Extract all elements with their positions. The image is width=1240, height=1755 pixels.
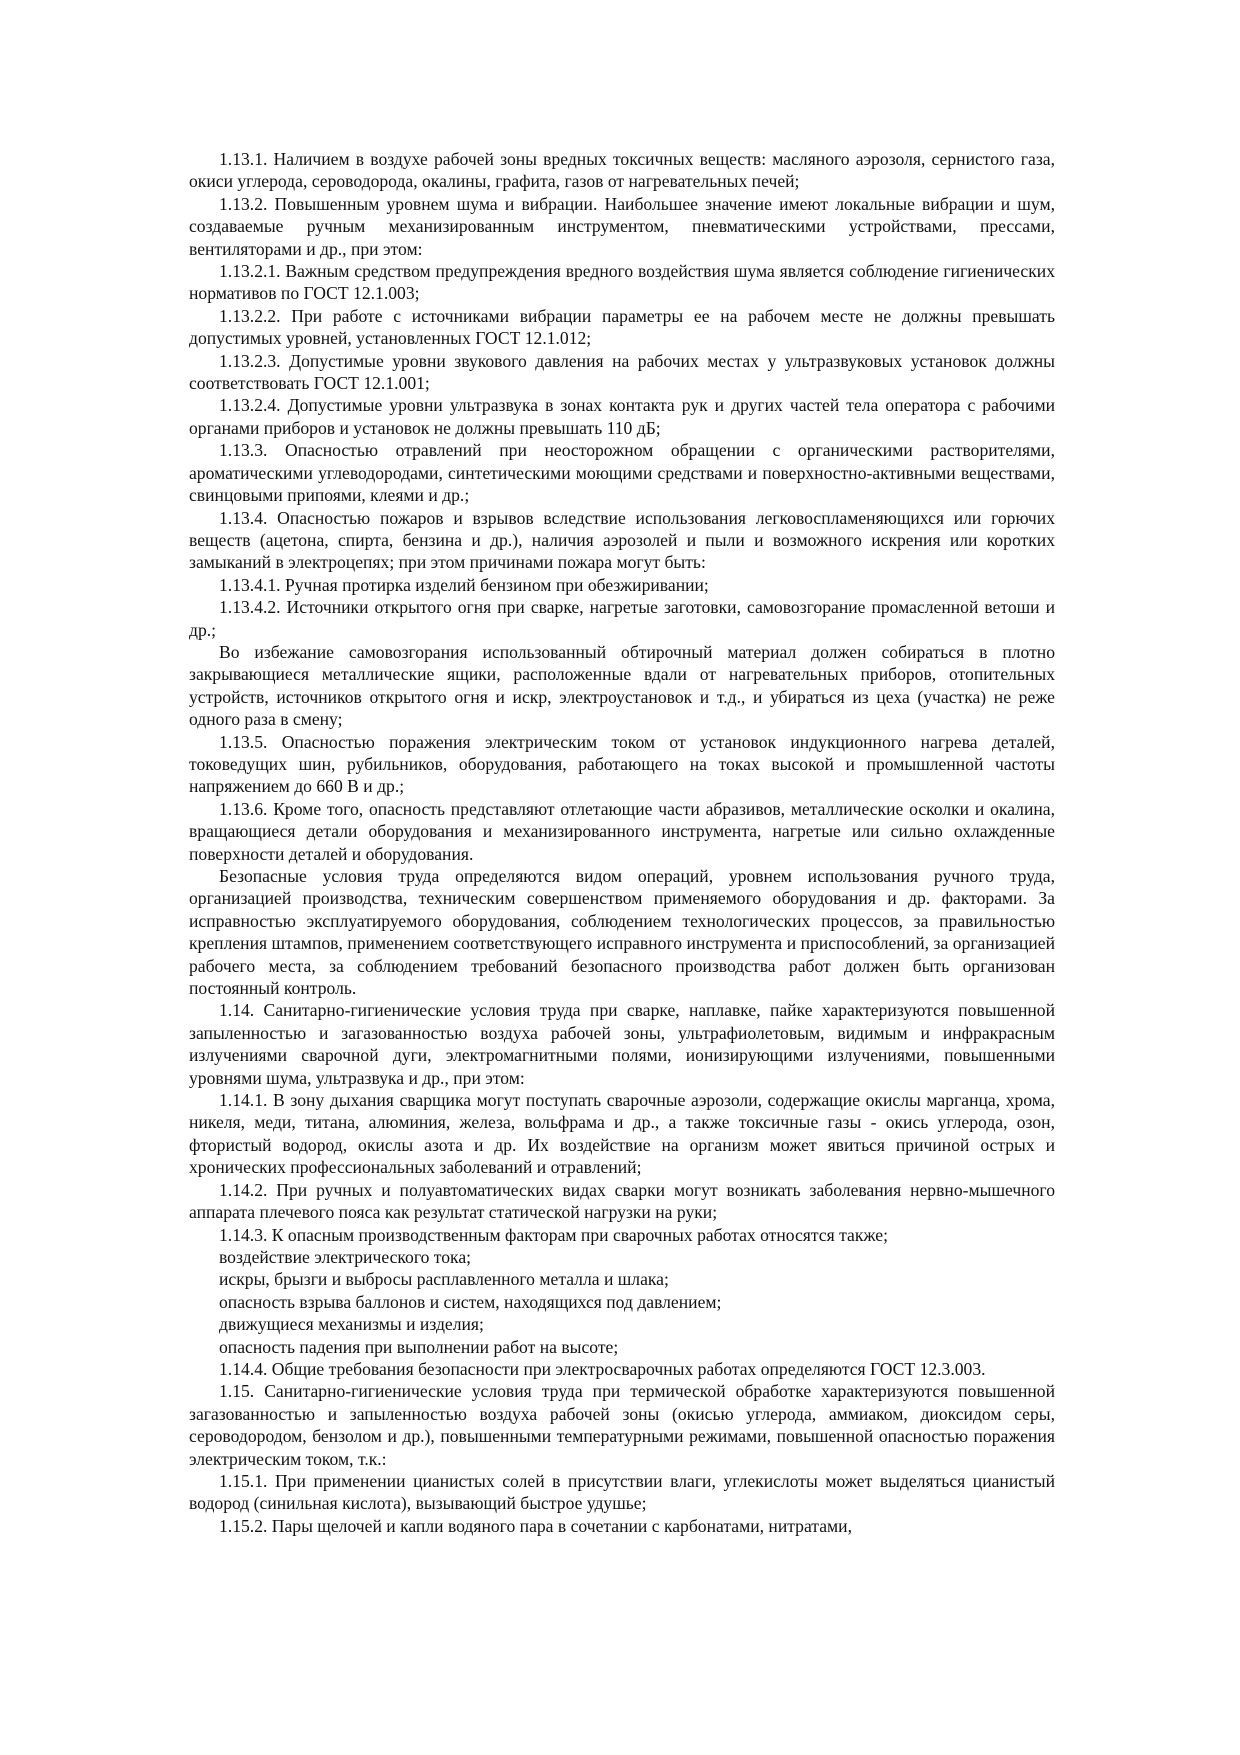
- list-item-sparks: искры, брызги и выбросы расплавленного металла и шлака;: [219, 1269, 669, 1290]
- paragraph-1-13-2: 1.13.2. Повышенным уровнем шума и вибрации. Наибольшее значение имеют локальные вибрации и шум, создаваемые ручным механизированным инструментом, пневматическими устройствами, прессами, вентиляторами и др., при этом:: [189, 193, 1055, 259]
- paragraph-1-13-6: 1.13.6. Кроме того, опасность представляют отлетающие части абразивов, металлические осколки и окалина, вращающиеся детали оборудования и механизированного инструмента, нагретые или сильно охлажденные поверхности деталей и оборудования.: [189, 798, 1055, 864]
- paragraph-1-14-4: 1.14.4. Общие требования безопасности при электросварочных работах определяются ГОСТ 12.3.003.: [219, 1358, 986, 1379]
- list-item-electric-current: воздействие электрического тока;: [219, 1246, 472, 1267]
- list-item-cylinder-explosion: опасность взрыва баллонов и систем, находящихся под давлением;: [219, 1291, 722, 1312]
- paragraph-1-13-4-2: 1.13.4.2. Источники открытого огня при сварке, нагретые заготовки, самовозгорание промасленной ветоши и др.;: [189, 597, 1055, 640]
- paragraph-self-ignition-note: Во избежание самовозгорания использованный обтирочный материал должен собираться в плотно закрывающиеся металлические ящики, расположенные вдали от нагревательных приборов, отопительных устройств, источников открытого огня и искр, электроустановок и т.д., и убираться из цеха (участка) не реже одного раза в смену;: [189, 641, 1055, 730]
- paragraph-1-15-1: 1.15.1. При применении цианистых солей в присутствии влаги, углекислоты может выделяться цианистый водород (синильная кислота), вызывающий быстрое удушье;: [189, 1470, 1055, 1514]
- paragraph-1-13-3: 1.13.3. Опасностью отравлений при неосторожном обращении с органическими растворителями, ароматическими углеводородами, синтетическими моющими средствами и поверхностно-активными веществами, свинцовыми припоями, клеями и др.;: [189, 440, 1055, 506]
- paragraph-safe-conditions: Безопасные условия труда определяются видом операций, уровнем использования ручного труда, организацией производства, техническим совершенством применяемого оборудования и др. факторами. За исправностью эксплуатируемого оборудования, соблюдением технологических процессов, за правильностью крепления штампов, применением соответствующего исправного инструмента и приспособлений, за организацией рабочего места, за соблюдением требований безопасного производства работ должен быть организован постоянный контроль.: [189, 866, 1055, 999]
- paragraph-1-15-2: 1.15.2. Пары щелочей и капли водяного пара в сочетании с карбонатами, нитратами,: [219, 1515, 852, 1536]
- list-item-moving-mechanisms: движущиеся механизмы и изделия;: [219, 1314, 484, 1335]
- paragraph-1-13-2-1: 1.13.2.1. Важным средством предупреждения вредного воздействия шума является соблюдение гигиенических нормативов по ГОСТ 12.1.003;: [189, 261, 1055, 304]
- paragraph-1-15: 1.15. Санитарно-гигиенические условия труда при термической обработке характеризуются повышенной загазованностью и запыленностью воздуха рабочей зоны (окисью углерода, аммиаком, диоксидом серы, сероводородом, бензолом и др.), повышенными температурными режимами, повышенной опасностью поражения электрическим током, т.к.:: [189, 1381, 1055, 1469]
- paragraph-1-13-2-2: 1.13.2.2. При работе с источниками вибрации параметры ее на рабочем месте не должны превышать допустимых уровней, установленных ГОСТ 12.1.012;: [189, 305, 1055, 349]
- paragraph-1-13-5: 1.13.5. Опасностью поражения электрическим током от установок индукционного нагрева деталей, токоведущих шин, рубильников, оборудования, работающего на токах высокой и промышленной частоты напряжением до 660 В и др.;: [189, 731, 1055, 797]
- paragraph-1-14-1: 1.14.1. В зону дыхания сварщика могут поступать сварочные аэрозоли, содержащие окислы марганца, хрома, никеля, меди, титана, алюминия, железа, вольфрама и др., а также токсичные газы - окись углерода, озон, фтористый водород, окислы азота и др. Их воздействие на организм может явиться причиной острых и хронических профессиональных заболеваний и отравлений;: [189, 1090, 1055, 1178]
- paragraph-1-13-2-3: 1.13.2.3. Допустимые уровни звукового давления на рабочих местах у ультразвуковых установок должны соответствовать ГОСТ 12.1.001;: [189, 350, 1055, 394]
- paragraph-1-13-2-4: 1.13.2.4. Допустимые уровни ультразвука в зонах контакта рук и других частей тела оператора с рабочими органами приборов и установок не должны превышать 110 дБ;: [189, 395, 1055, 438]
- paragraph-1-14-2: 1.14.2. При ручных и полуавтоматических видах сварки могут возникать заболевания нервно-мышечного аппарата плечевого пояса как результат статической нагрузки на руки;: [189, 1179, 1055, 1223]
- paragraph-1-14-3: 1.14.3. К опасным производственным факторам при сварочных работах относятся также;: [219, 1224, 888, 1245]
- list-item-fall-hazard: опасность падения при выполнении работ на высоте;: [219, 1336, 619, 1357]
- paragraph-1-13-4: 1.13.4. Опасностью пожаров и взрывов вследствие использования легковоспламеняющихся или горючих веществ (ацетона, спирта, бензина и др.), наличия аэрозолей и пыли и возможного искрения или коротких замыканий в электроцепях; при этом причинами пожара могут быть:: [189, 507, 1055, 573]
- paragraph-1-13-4-1: 1.13.4.1. Ручная протирка изделий бензином при обезжиривании;: [219, 574, 709, 595]
- paragraph-1-14: 1.14. Санитарно-гигиенические условия труда при сварке, наплавке, пайке характеризуются повышенной запыленностью и загазованностью воздуха рабочей зоны, ультрафиолетовым, видимым и инфракрасным излучениями сварочной дуги, электромагнитными полями, ионизирующими излучениями, повышенными уровнями шума, ультразвука и др., при этом:: [189, 1000, 1055, 1088]
- document-body: [189, 148, 1055, 1537]
- paragraph-1-13-1: 1.13.1. Наличием в воздухе рабочей зоны вредных токсичных веществ: масляного аэрозоля, сернистого газа, окиси углерода, сероводорода, окалины, графита, газов от нагревательных печей;: [189, 149, 1055, 192]
